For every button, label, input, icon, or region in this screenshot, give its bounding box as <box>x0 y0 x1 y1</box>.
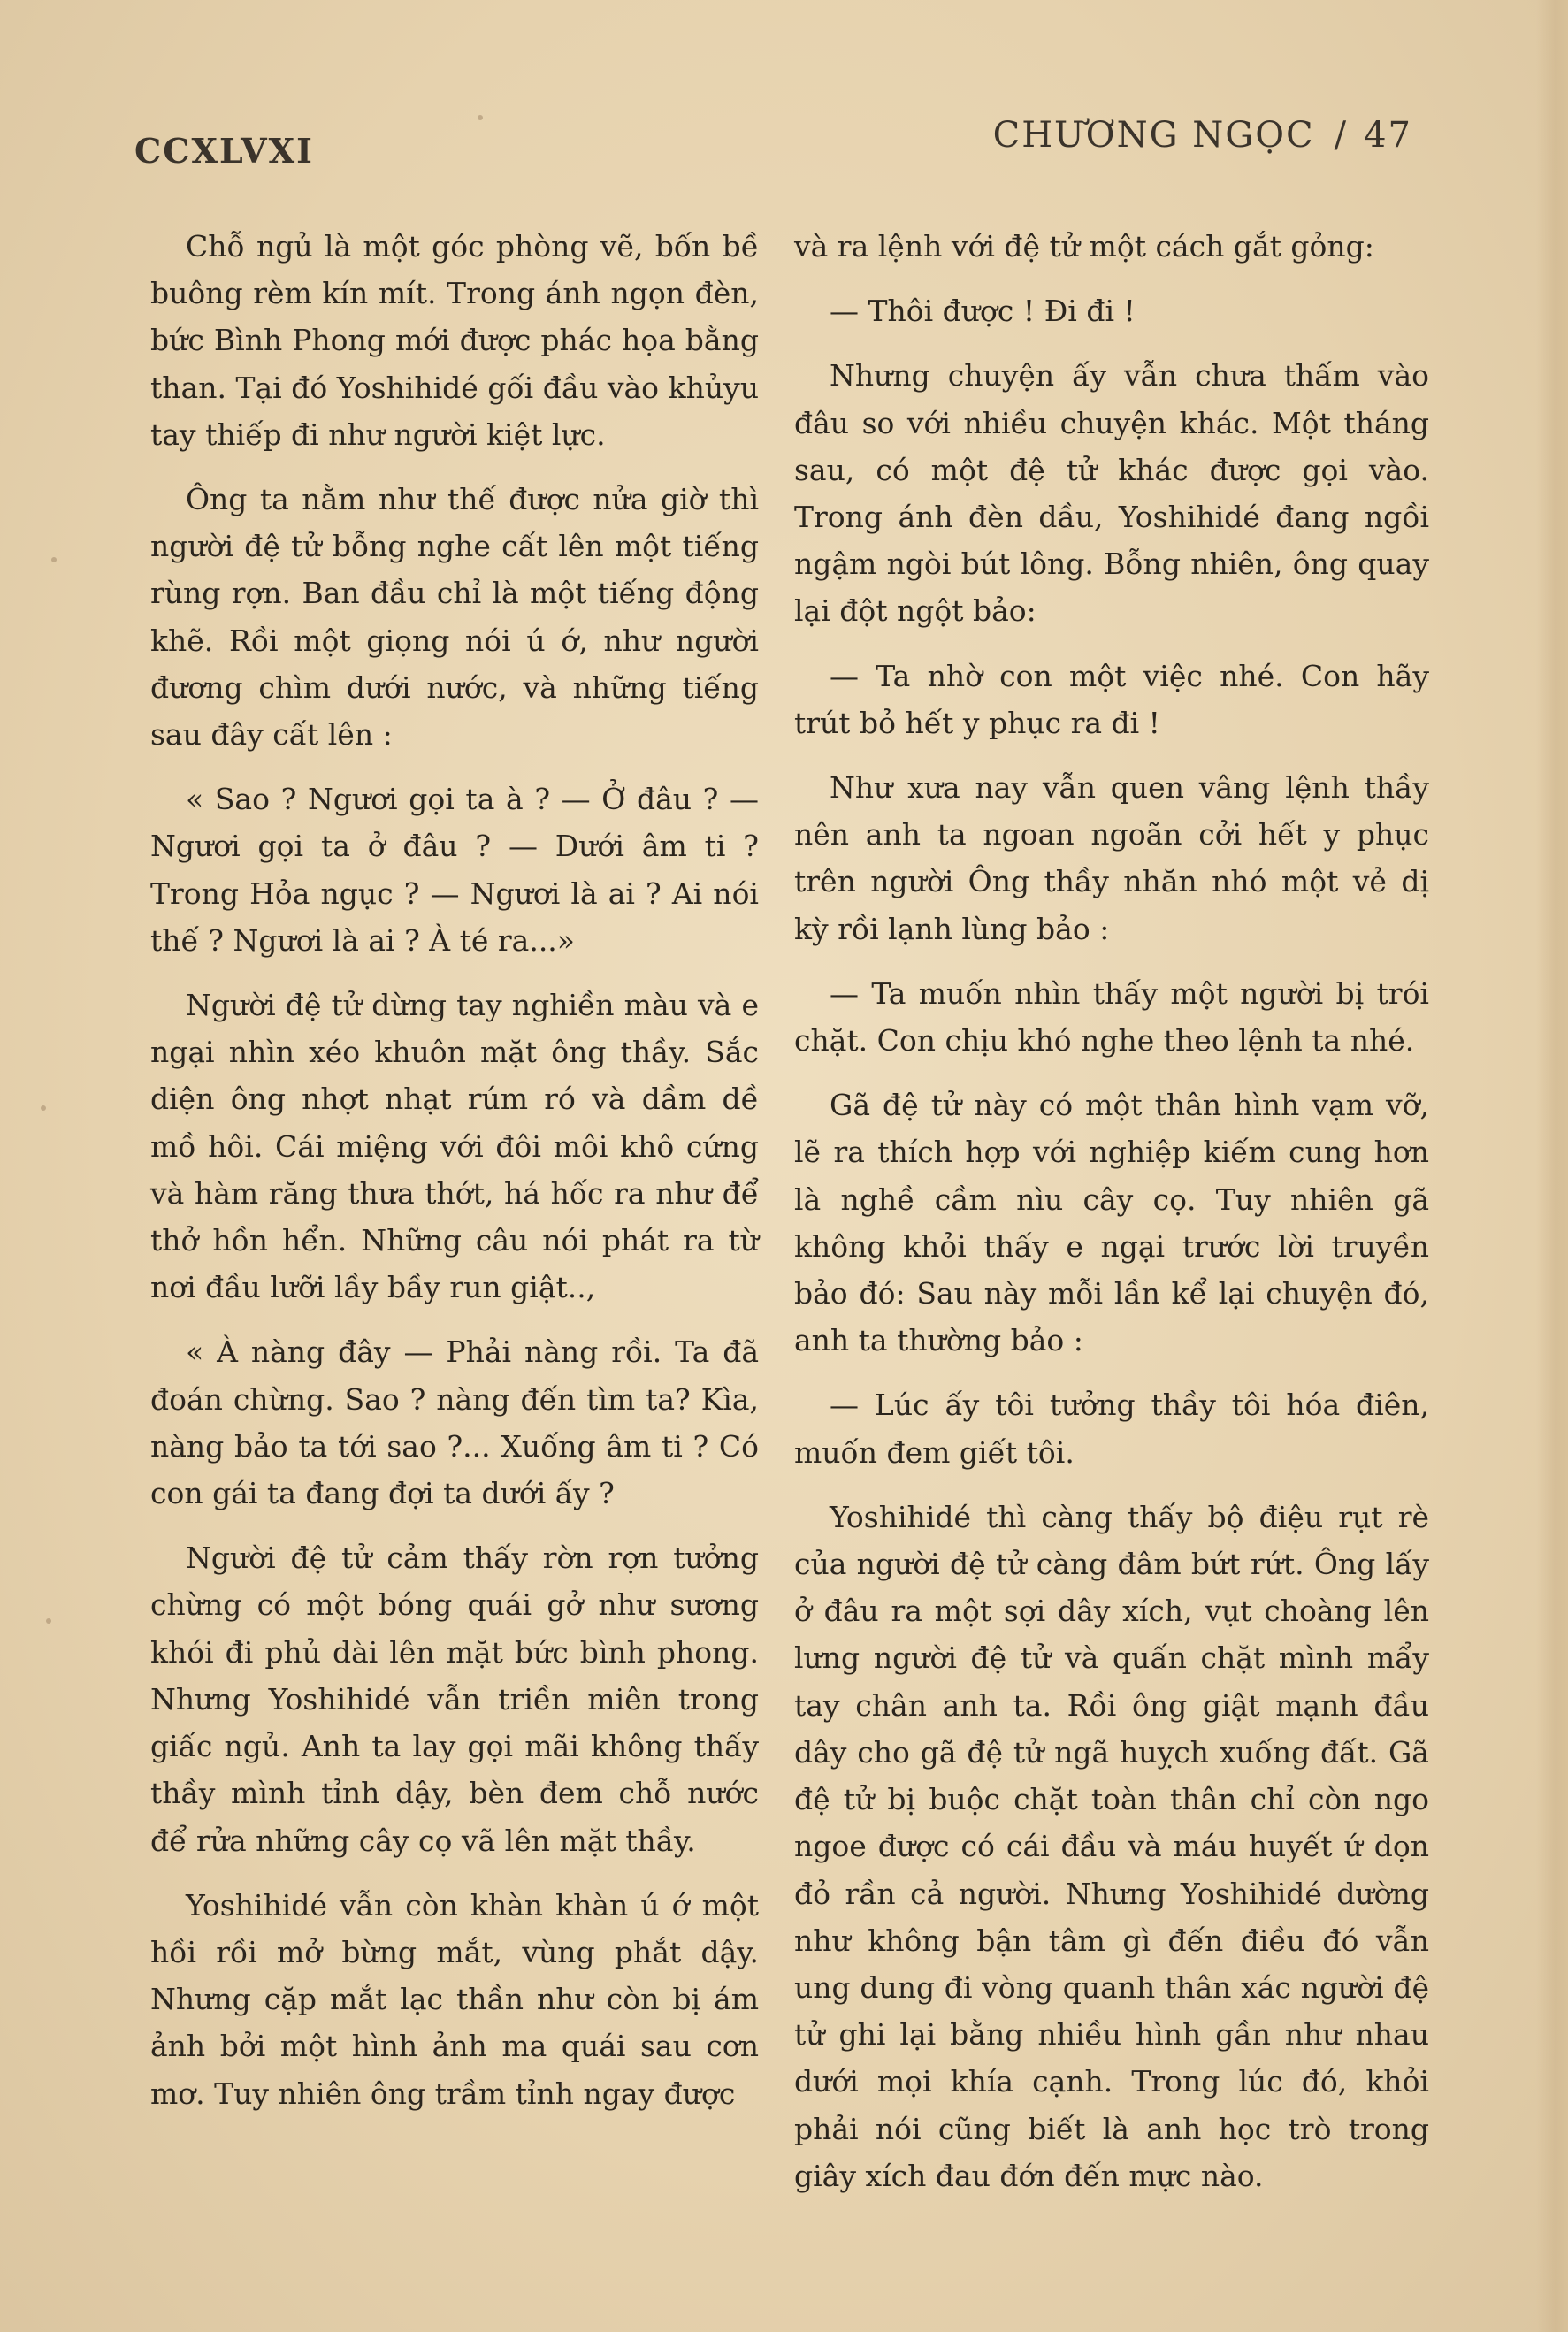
page-edge-shadow <box>1536 0 1568 2332</box>
chapter-title: CHƯƠNG NGỌC <box>992 115 1315 156</box>
paper-speck <box>41 1105 46 1111</box>
page-number: 47 <box>1364 115 1412 156</box>
paragraph: « Sao ? Ngươi gọi ta à ? — Ở đâu ? — Ngươi gọi ta ở đâu ? — Dưới âm ti ? Trong Hỏa ngục ? — Ngươi là ai ? Ai nói thế ? Ngươi là ai ? À té ra...» <box>150 782 759 958</box>
paragraph: và ra lệnh với đệ tử một cách gắt gỏng: <box>794 229 1374 264</box>
paragraph: Gã đệ tử này có một thân hình vạm vỡ, lẽ ra thích hợp với nghiệp kiếm cung hơn là nghề cầm nìu cây cọ. Tuy nhiên gã không khỏi thấy e ngại trước lời truyền bảo đó: Sau này mỗi lần kể lại chuyện đó, anh ta thường bảo : <box>794 1088 1429 1358</box>
paragraph: Chỗ ngủ là một góc phòng vẽ, bốn bề buông rèm kín mít. Trong ánh ngọn đèn, bức Bình Phong mới được phác họa bằng than. Tại đó Yoshihidé gối đầu vào khủyu tay thiếp đi như người kiệt lực. <box>150 229 759 452</box>
paper-speck <box>46 1618 51 1624</box>
paper-speck <box>51 557 57 562</box>
paragraph: Ông ta nằm như thế được nửa giờ thì người đệ tử bỗng nghe cất lên một tiếng rùng rợn. Ban đầu chỉ là một tiếng động khẽ. Rồi một giọng nói ú ớ, như người đương chìm dưới nước, và những tiếng sau đây cất lên : <box>150 482 759 753</box>
running-header-right <box>993 115 1412 156</box>
paragraph: Yoshihidé vẫn còn khàn khàn ú ớ một hồi rồi mở bừng mắt, vùng phắt dậy. Nhưng cặp mắt lạc thần như còn bị ám ảnh bởi một hình ảnh ma quái sau cơn mơ. Tuy nhiên ông trầm tỉnh ngay được <box>150 1887 759 2111</box>
dialog-line: — Lúc ấy tôi tưởng thầy tôi hóa điên, muốn đem giết tôi. <box>794 1388 1429 1470</box>
running-header-left: CCXLVXI <box>134 131 314 171</box>
paragraph: Như xưa nay vẫn quen vâng lệnh thầy nên anh ta ngoan ngoãn cởi hết y phục trên người Ông thầy nhăn nhó một vẻ dị kỳ rồi lạnh lùng bảo : <box>794 770 1429 946</box>
left-text-column <box>150 223 759 2135</box>
paragraph: Yoshihidé thì càng thấy bộ điệu rụt rè của người đệ tử càng đâm bứt rứt. Ông lấy ở đâu ra một sợi dây xích, vụt choàng lên lưng người đệ tử và quấn chặt mình mẩy tay chân anh ta. Rồi ông giật mạnh đầu dây cho gã đệ tử ngã huỵch xuống đất. Gã đệ tử bị buộc chặt toàn thân chỉ còn ngo ngoe được có cái đầu và máu huyết ứ dọn đỏ rần cả người. Nhưng Yoshihidé dường như không bận tâm gì đến điều đó vẫn ung dung đi vòng quanh thân xác người đệ tử ghi lại bằng nhiều hình gần như nhau dưới mọi khía cạnh. Trong lúc đó, khỏi phải nói cũng biết là anh học trò trong giây xích đau đớn đến mực nào. <box>794 1499 1429 2193</box>
paragraph: Nhưng chuyện ấy vẫn chưa thấm vào đâu so với nhiều chuyện khác. Một tháng sau, có một đệ tử khác được gọi vào. Trong ánh đèn dầu, Yoshihidé đang ngồi ngậm ngòi bút lông. Bỗng nhiên, ông quay lại đột ngột bảo: <box>794 358 1429 629</box>
paragraph: Người đệ tử cảm thấy rờn rợn tưởng chừng có một bóng quái gở như sương khói đi phủ dài lên mặt bức bình phong. Nhưng Yoshihidé vẫn triền miên trong giấc ngủ. Anh ta lay gọi mãi không thấy thầy mình tỉnh dậy, bèn đem chỗ nước để rửa những cây cọ vã lên mặt thầy. <box>150 1541 759 1858</box>
dialog-line: — Thôi được ! Đi đi ! <box>830 294 1136 329</box>
paragraph: « À nàng đây — Phải nàng rồi. Ta đã đoán chừng. Sao ? nàng đến tìm ta? Kìa, nàng bảo ta tới sao ?... Xuống âm ti ? Có con gái ta đang đợi ta dưới ấy ? <box>150 1334 759 1511</box>
paragraph: Người đệ tử dừng tay nghiền màu và e ngại nhìn xéo khuôn mặt ông thầy. Sắc diện ông nhợt nhạt rúm ró và dầm dề mồ hôi. Cái miệng với đôi môi khô cứng và hàm răng thưa thớt, há hốc ra như để thở hồn hển. Những câu nói phát ra từ nơi đầu lưỡi lầy bầy run giật.., <box>150 988 759 1305</box>
paper-speck <box>478 115 483 120</box>
right-text-column <box>794 223 1429 2217</box>
header-separator: / <box>1334 115 1349 156</box>
dialog-line: — Ta muốn nhìn thấy một người bị trói chặt. Con chịu khó nghe theo lệnh ta nhé. <box>794 975 1429 1059</box>
dialog-line: — Ta nhờ con một việc nhé. Con hãy trút bỏ hết y phục ra đi ! <box>794 658 1429 740</box>
